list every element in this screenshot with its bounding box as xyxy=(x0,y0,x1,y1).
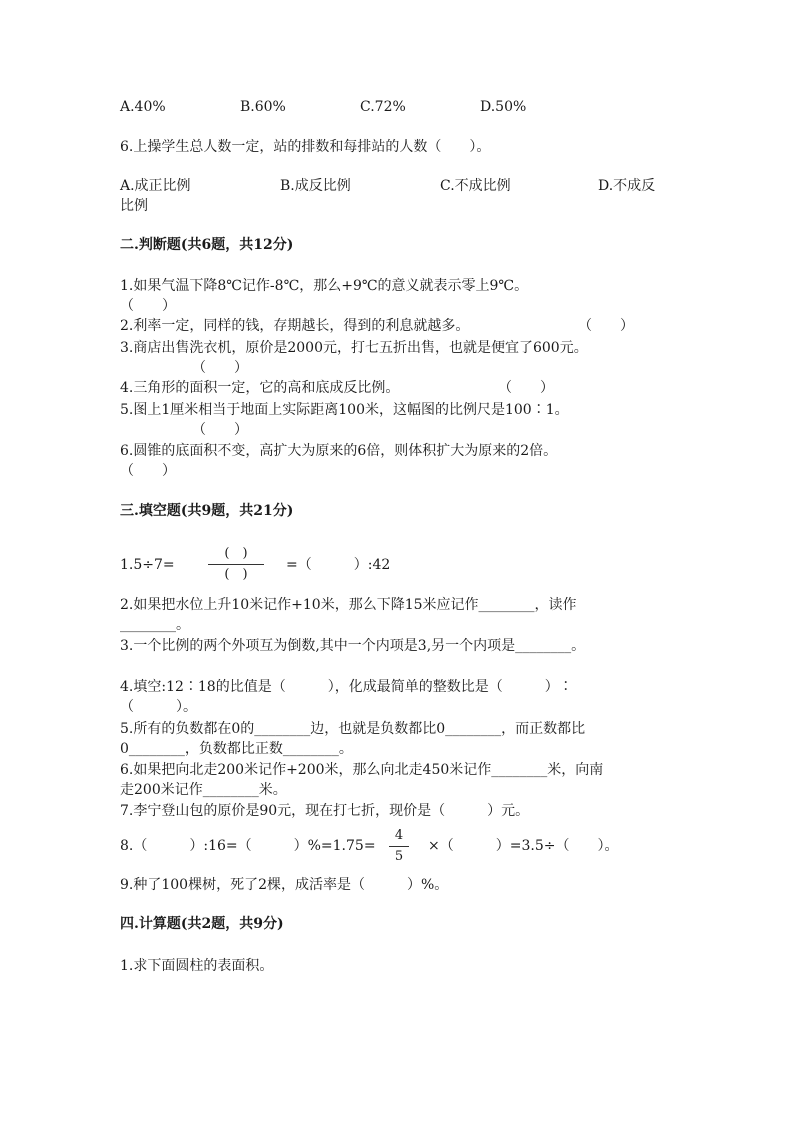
section3-heading: 三.填空题(共9题，共21分) xyxy=(120,503,294,519)
s3-q1-suffix: =（ ）:42 xyxy=(286,557,391,573)
s2-item-6: 6.圆锥的底面积不变，高扩大为原来的6倍，则体积扩大为原来的2倍。 xyxy=(120,443,558,459)
s3-q8-suffix: ×（ ）=3.5÷（ ）。 xyxy=(428,838,619,854)
s2-item-4-answer: （ ） xyxy=(498,380,554,396)
q6-option-b: B.成反比例 xyxy=(280,178,351,194)
section4-heading: 四.计算题(共2题，共9分) xyxy=(120,916,284,932)
s4-q1: 1.求下面圆柱的表面积。 xyxy=(120,958,274,974)
s3-q1-fraction xyxy=(208,546,264,583)
s2-item-3-answer: （ ） xyxy=(192,360,248,376)
q5-option-d: D.50% xyxy=(480,99,527,115)
s3-q7: 7.李宁登山包的原价是90元，现在打七折，现价是（ ）元。 xyxy=(120,803,530,819)
s3-q6-line2: 走200米记作________米。 xyxy=(120,782,287,798)
q5-option-b: B.60% xyxy=(240,99,286,115)
fraction-bar xyxy=(208,564,264,565)
s3-q1-prefix: 1.5÷7= xyxy=(120,557,175,573)
s3-q9: 9.种了100棵树，死了2棵，成活率是（ ）%。 xyxy=(120,877,449,893)
s3-q1-fraction-numerator: ( ) xyxy=(224,546,248,561)
q6-option-d: D.不成反 xyxy=(598,178,656,194)
s3-q3: 3.一个比例的两个外项互为倒数,其中一个内项是3,另一个内项是________。 xyxy=(120,638,586,654)
q6-text: 6.上操学生总人数一定，站的排数和每排站的人数（ ）。 xyxy=(120,139,491,155)
q5-option-a: A.40% xyxy=(120,99,166,115)
s3-q1-fraction-denominator: ( ) xyxy=(224,567,248,582)
s3-q8-fraction-denominator: 5 xyxy=(394,849,404,864)
s2-item-4: 4.三角形的面积一定，它的高和底成反比例。 xyxy=(120,380,400,396)
s3-q5-line2: 0________，负数都比正数________。 xyxy=(120,741,353,757)
q5-option-c: C.72% xyxy=(360,99,406,115)
s3-q4-line1: 4.填空:12∶18的比值是（ ），化成最简单的整数比是（ ）∶ xyxy=(120,679,573,695)
s3-q2-line1: 2.如果把水位上升10米记作+10米，那么下降15米应记作________，读作 xyxy=(120,597,577,613)
q6-option-c: C.不成比例 xyxy=(440,178,511,194)
s3-q4-line2: （ ）。 xyxy=(120,699,197,715)
s2-item-2: 2.利率一定，同样的钱，存期越长，得到的利息就越多。 xyxy=(120,318,470,334)
s2-item-1: 1.如果气温下降8℃记作-8℃，那么+9℃的意义就表示零上9℃。 xyxy=(120,278,529,294)
q6-option-a: A.成正比例 xyxy=(120,178,191,194)
fraction-bar xyxy=(389,846,409,847)
s2-item-1-answer: （ ） xyxy=(120,298,176,314)
s3-q8-fraction-numerator: 4 xyxy=(394,828,404,843)
s3-q8-prefix: 8.（ ）:16=（ ）%=1.75= xyxy=(120,838,376,854)
s2-item-5-answer: （ ） xyxy=(192,422,248,438)
s2-item-6-answer: （ ） xyxy=(120,463,176,479)
s2-item-3: 3.商店出售洗衣机，原价是2000元，打七五折出售，也就是便宜了600元。 xyxy=(120,340,588,356)
section2-heading: 二.判断题(共6题，共12分) xyxy=(120,237,294,253)
s2-item-2-answer: （ ） xyxy=(578,318,634,334)
s3-q2-line2: ________。 xyxy=(120,617,190,633)
s3-q8-fraction xyxy=(389,828,409,865)
s2-item-5: 5.图上1厘米相当于地面上实际距离100米，这幅图的比例尺是100∶1。 xyxy=(120,402,569,418)
s3-q6-line1: 6.如果把向北走200米记作+200米，那么向北走450米记作________米，向南 xyxy=(120,762,604,778)
q6-option-d-cont: 比例 xyxy=(120,198,148,214)
s3-q5-line1: 5.所有的负数都在0的________边，也就是负数都比0________，而正数都比 xyxy=(120,721,586,737)
